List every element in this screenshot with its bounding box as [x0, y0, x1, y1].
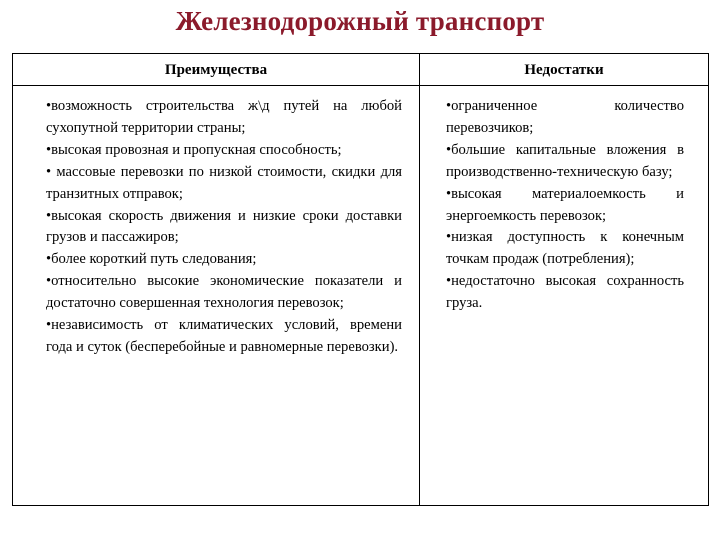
- disadvantages-list: [446, 96, 684, 315]
- list-item: •возможность строительства ж\д путей на любой сухопутной территории страны;: [46, 98, 402, 136]
- list-item: •высокая скорость движения и низкие сроки доставки грузов и пассажиров;: [46, 207, 402, 246]
- advantages-list: [46, 96, 402, 359]
- bullet-icon: •: [46, 163, 52, 180]
- bullet-icon: •: [446, 141, 452, 158]
- bullet-icon: •: [446, 98, 452, 114]
- bullet-icon: •: [46, 98, 52, 114]
- list-item: •ограниченное количество перевозчиков;: [446, 98, 684, 136]
- list-item: •низкая доступность к конечным точкам продаж (потребления);: [446, 229, 684, 268]
- list-item: •более короткий путь следования;: [46, 251, 257, 268]
- bullet-icon: •: [46, 141, 52, 158]
- bullet-icon: •: [46, 207, 52, 224]
- table-header-row: [13, 54, 708, 86]
- bullet-icon: •: [446, 229, 452, 246]
- list-item: •высокая провозная и пропускная способность;: [46, 141, 342, 158]
- list-item: • массовые перевозки по низкой стоимости, скидки для транзитных отправок;: [46, 163, 402, 202]
- advantages-header: Преимущества: [164, 62, 268, 78]
- list-item: •относительно высокие экономические показатели и достаточно совершенная технология перевозок;: [46, 273, 402, 312]
- list-item: •высокая материалоемкость и энергоемкость перевозок;: [446, 185, 684, 224]
- bullet-icon: •: [446, 185, 452, 202]
- column-divider: [419, 54, 420, 505]
- list-item: •большие капитальные вложения в производственно-техническую базу;: [446, 141, 684, 180]
- bullet-icon: •: [446, 273, 452, 290]
- bullet-icon: •: [46, 273, 52, 290]
- disadvantages-header: Недостатки: [524, 62, 604, 78]
- comparison-table: [12, 53, 709, 506]
- list-item: •недостаточно высокая сохранность груза.: [446, 273, 684, 312]
- slide-title: Железнодорожный транспорт: [175, 6, 545, 36]
- bullet-icon: •: [46, 317, 52, 334]
- list-item: •независимость от климатических условий, времени года и суток (бесперебойные и равномерные перевозки).: [46, 317, 402, 355]
- bullet-icon: •: [46, 251, 52, 268]
